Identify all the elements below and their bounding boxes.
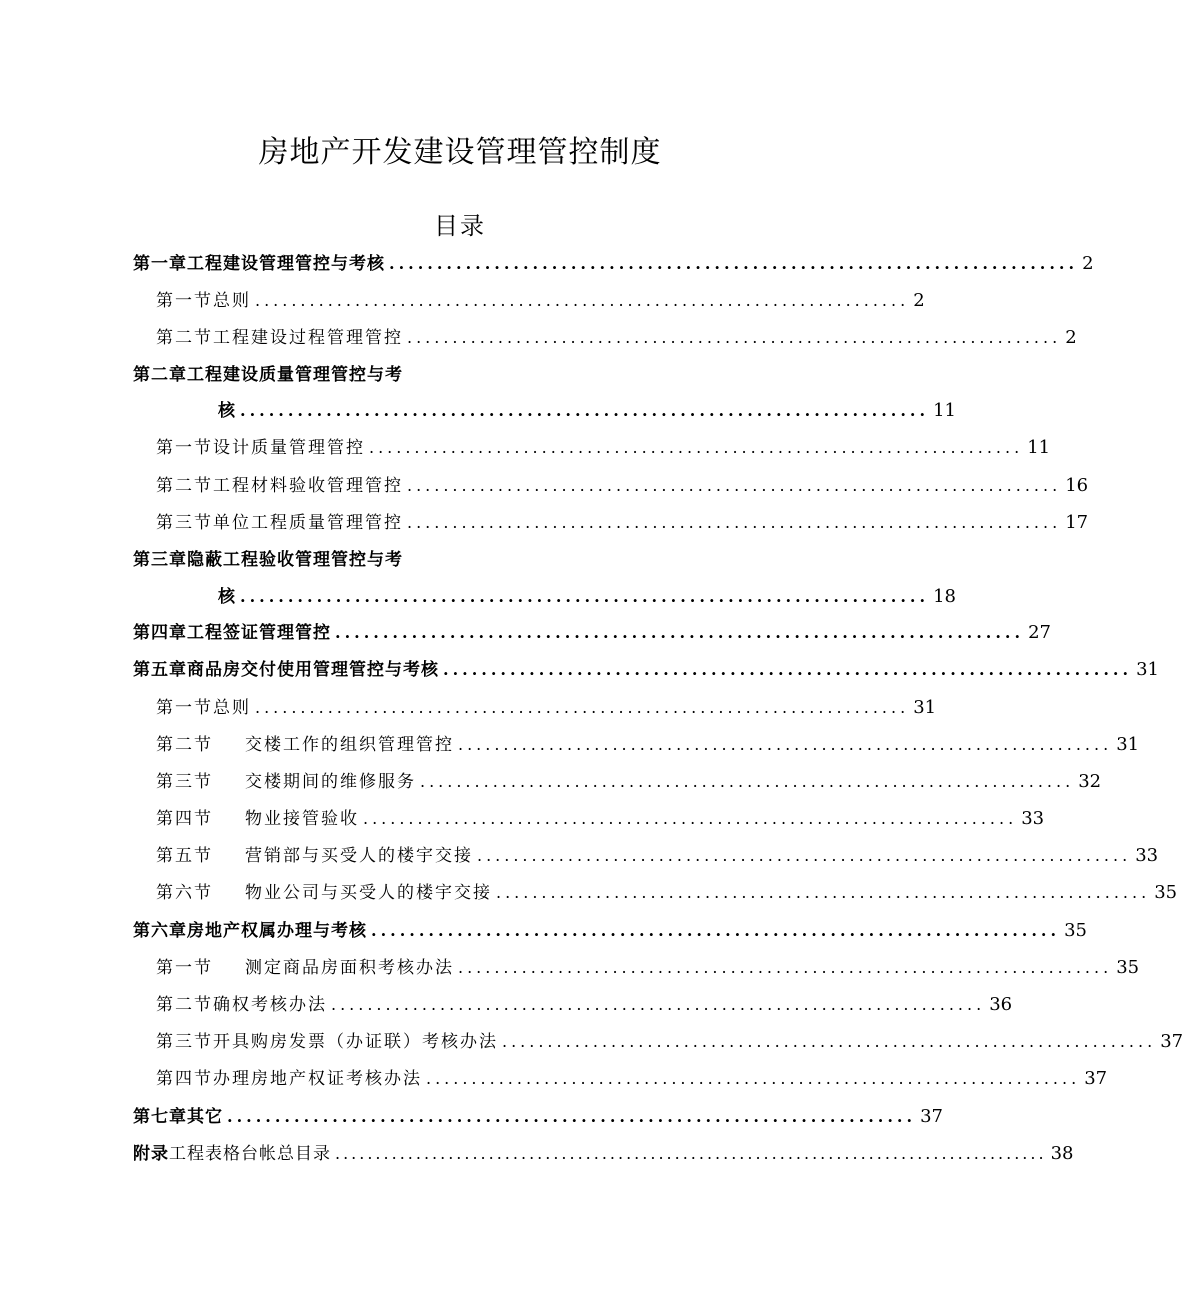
toc-entry-label: 第五章商品房交付使用管理管控与考核 [133, 660, 439, 680]
toc-leader-dots: ........................................................................ [443, 660, 1133, 679]
toc-entry-chapter-7[interactable] [133, 1104, 943, 1130]
toc-page-number: 33 [1021, 808, 1045, 829]
toc-page-number: 2 [1065, 327, 1077, 348]
toc-entry-chapter-3-line1[interactable] [133, 547, 453, 573]
toc-entry-label: 第二节工程材料验收管理管控 [156, 476, 403, 496]
toc-leader-dots: ........................................................................ [369, 438, 1024, 457]
toc-leader-dots: ........................................................................ [426, 1069, 1081, 1088]
toc-page-number: 37 [920, 1106, 943, 1127]
toc-entry-label: 第四节办理房地产权证考核办法 [156, 1069, 422, 1089]
toc-leader-dots: ........................................................................ [240, 401, 930, 420]
toc-entry-section-6-4[interactable] [156, 1066, 1108, 1092]
toc-leader-dots: ........................................................................ [363, 809, 1018, 828]
toc-entry-label: 核 [218, 587, 236, 607]
toc-page-number: 2 [913, 290, 925, 311]
toc-leader-dots: ........................................................................................ [335, 1144, 1047, 1163]
toc-page-number: 2 [1082, 253, 1094, 274]
toc-page-number: 37 [1160, 1031, 1183, 1052]
toc-entry-section-1-2[interactable] [156, 325, 1077, 351]
toc-entry-label: 第七章其它 [133, 1107, 223, 1127]
toc-page-number: 38 [1050, 1143, 1074, 1164]
toc-entry-label: 核 [218, 401, 236, 421]
toc-page-number: 31 [1116, 734, 1140, 755]
toc-entry-subtitle: 工程表格台帐总目录 [169, 1144, 331, 1164]
toc-page-number: 16 [1065, 475, 1089, 496]
toc-entry-chapter-2-line1[interactable] [133, 362, 453, 388]
toc-entry-section-2-2[interactable] [156, 473, 1089, 499]
toc-page-number: 31 [1136, 659, 1159, 680]
toc-entry-section-1-1[interactable] [156, 288, 925, 314]
toc-entry-section-2-1[interactable] [156, 435, 1051, 461]
toc-entry-section-5-6[interactable] [156, 880, 1178, 906]
toc-leader-dots: ........................................................................ [458, 958, 1113, 977]
toc-leader-dots: ........................................................................ [227, 1107, 917, 1126]
toc-leader-dots: ........................................................................ [477, 846, 1132, 865]
toc-entry-label: 第六节 [156, 883, 213, 903]
toc-leader-dots: ........................................................................ [389, 254, 1079, 273]
toc-entry-label: 第二节工程建设过程管理管控 [156, 328, 403, 348]
toc-entry-label: 第五节 [156, 846, 213, 866]
toc-entry-subtitle: 测定商品房面积考核办法 [245, 958, 454, 978]
toc-entry-chapter-5[interactable] [133, 657, 1159, 683]
toc-entry-label: 第一章工程建设管理管控与考核 [133, 254, 385, 274]
toc-leader-dots: ........................................................................ [335, 623, 1025, 642]
toc-leader-dots: ........................................................................ [240, 587, 930, 606]
toc-leader-dots: ........................................................................ [407, 328, 1062, 347]
toc-leader-dots: ........................................................................ [255, 698, 910, 717]
toc-heading: 目录 [434, 212, 486, 240]
toc-entry-label: 第三节 [156, 772, 213, 792]
toc-entry-subtitle: 物业公司与买受人的楼宇交接 [245, 883, 492, 903]
toc-page-number: 11 [933, 400, 956, 421]
toc-page-number: 33 [1135, 845, 1159, 866]
toc-entry-label: 第一节设计质量管理管控 [156, 438, 365, 458]
toc-leader-dots: ........................................................................ [458, 735, 1113, 754]
toc-entry-subtitle: 营销部与买受人的楼宇交接 [245, 846, 473, 866]
toc-entry-appendix[interactable] [133, 1141, 1074, 1167]
toc-entry-label: 第三节单位工程质量管理管控 [156, 513, 403, 533]
toc-entry-subtitle: 交楼工作的组织管理管控 [245, 735, 454, 755]
toc-entry-label: 第二节确权考核办法 [156, 995, 327, 1015]
toc-page-number: 17 [1065, 512, 1089, 533]
toc-page-number: 35 [1064, 920, 1087, 941]
toc-entry-section-5-2[interactable] [156, 732, 1140, 758]
toc-entry-chapter-3-line2[interactable] [218, 584, 956, 610]
toc-page-number: 37 [1084, 1068, 1108, 1089]
toc-entry-chapter-6[interactable] [133, 918, 1087, 944]
toc-entry-label: 第二章工程建设质量管理管控与考 [133, 365, 403, 385]
toc-entry-subtitle: 交楼期间的维修服务 [245, 772, 416, 792]
toc-entry-chapter-1[interactable] [133, 251, 1094, 277]
toc-entry-label: 第三节开具购房发票（办证联）考核办法 [156, 1032, 498, 1052]
toc-entry-label: 第三章隐蔽工程验收管理管控与考 [133, 550, 403, 570]
toc-entry-label: 第一节总则 [156, 698, 251, 718]
toc-page-number: 18 [933, 586, 956, 607]
toc-entry-section-6-1[interactable] [156, 955, 1140, 981]
toc-entry-section-5-4[interactable] [156, 806, 1045, 832]
toc-entry-label: 第一节总则 [156, 291, 251, 311]
toc-page-number: 35 [1154, 882, 1178, 903]
toc-leader-dots: ........................................................................ [496, 883, 1151, 902]
toc-entry-chapter-4[interactable] [133, 620, 1051, 646]
toc-page-number: 36 [989, 994, 1013, 1015]
document-title: 房地产开发建设管理管控制度 [258, 135, 662, 170]
toc-page-number: 32 [1078, 771, 1102, 792]
toc-entry-label: 第四章工程签证管理管控 [133, 623, 331, 643]
toc-page-number: 27 [1028, 622, 1051, 643]
toc-page-number: 11 [1027, 437, 1051, 458]
toc-leader-dots: ........................................................................ [502, 1032, 1157, 1051]
toc-entry-section-5-5[interactable] [156, 843, 1159, 869]
toc-entry-label: 第二节 [156, 735, 213, 755]
toc-entry-section-5-1[interactable] [156, 695, 937, 721]
toc-leader-dots: ........................................................................ [420, 772, 1075, 791]
toc-leader-dots: ........................................................................ [407, 513, 1062, 532]
toc-leader-dots: ........................................................................ [407, 476, 1062, 495]
toc-page-number: 31 [913, 697, 937, 718]
toc-leader-dots: ........................................................................ [255, 291, 910, 310]
toc-entry-label: 第六章房地产权属办理与考核 [133, 921, 367, 941]
toc-entry-subtitle: 物业接管验收 [245, 809, 359, 829]
toc-entry-label: 第四节 [156, 809, 213, 829]
toc-entry-label: 第一节 [156, 958, 213, 978]
toc-leader-dots: ........................................................................ [371, 921, 1061, 940]
toc-entry-section-5-3[interactable] [156, 769, 1102, 795]
toc-entry-chapter-2-line2[interactable] [218, 398, 956, 424]
toc-leader-dots: ........................................................................ [331, 995, 986, 1014]
toc-entry-label: 附录 [133, 1144, 169, 1164]
toc-entry-section-2-3[interactable] [156, 510, 1089, 536]
toc-page-number: 35 [1116, 957, 1140, 978]
toc-entry-section-6-2[interactable] [156, 992, 1013, 1018]
toc-entry-section-6-3[interactable] [156, 1029, 1183, 1055]
